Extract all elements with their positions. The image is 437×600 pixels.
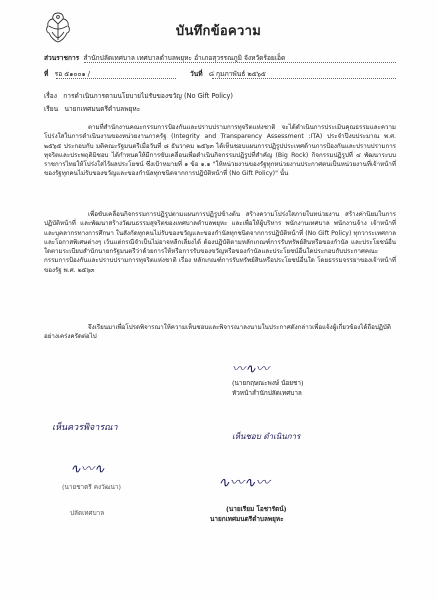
subject-label: เรื่อง bbox=[44, 92, 57, 100]
to-row bbox=[44, 105, 140, 113]
body-paragraph-1: ตามที่สำนักงานคณะกรรมการป้องกันและปราบปรามการทุจริตแห่งชาติ จะได้ดำเนินการประเมินคุณธรรมและความโปร่งใสในการดำเนินงานของหน่วยงานภาครัฐ (Integrity and Transparency Assessment :ITA) ประจำปีงบประมาณ พ.ศ. ๒๕๖๕ ประกอบกับ มติคณะรัฐมนตรีเมื่อวันที่ ๘ ธันวาคม ๒๕๖๓ ได้เห็นชอบแผนการปฏิรูปประเทศด้านการป้องกันและปราบปรามการทุจริตและประพฤติมิชอบ ได้กำหนดให้มีการขับเคลื่อนเพื่อดำเนินกิจกรรมปฏิรูปที่สำคัญ (Big Rock) กิจกรรมปฏิรูปที่ ๔ พัฒนาระบบราชการไทยให้โปร่งใสไร้ผลประโยชน์ ซึ่งเป้าหมายที่ ๑ ข้อ ๑.๑ "ให้หน่วยงานของรัฐทุกหน่วยงานประกาศตนเป็นหน่วยงานที่เจ้าหน้าที่ของรัฐทุกคนไม่รับของขวัญและของกำนัลทุกชนิดจากการปฏิบัติหน้าที่ (No Gift Policy)" นั้น bbox=[44, 124, 396, 178]
deputy-position: ปลัดเทศบาล bbox=[70, 509, 105, 517]
handwritten-note-right: เห็นชอบ ดำเนินการ bbox=[232, 432, 301, 441]
body-paragraph-2: เพื่อขับเคลื่อนกิจกรรมการปฏิรูปตามแผนการปฏิรูปข้างต้น สร้างความโปร่งใสภายในหน่วยงาน สร้างค่านิยมในการปฏิบัติหน้าที่ และพัฒนาสร้างวัฒนธรรมสุจริตของเทศบาลตำบลพยุหะ และเพื่อให้ผู้บริหาร พนักงานเทศบาล พนักงานจ้าง เจ้าหน้าที่ และบุคลากรทางการศึกษา ในสังกัดทุกคนไม่รับของขวัญและของกำนัลทุกชนิดจากการปฏิบัติหน้าที่ (No Gift Policy) ทุกวาระเทศกาลและโอกาสพิเศษต่างๆ เว้นแต่กรณีจำเป็นไม่อาจหลีกเลี่ยงได้ ต้องปฏิบัติตามหลักเกณฑ์การรับทรัพย์สินหรือของกำนัล และประโยชน์อื่นใดตามระเบียบสำนักนายกรัฐมนตรีว่าด้วยการให้หรือการรับของขวัญหรือของกำนัลและประโยชน์อื่นใดประกอบกับประกาศคณะกรรมการป้องกันและปราบปรามการทุจริตแห่งชาติ เรื่อง หลักเกณฑ์การรับทรัพย์สินหรือประโยชน์อื่นใด โดยธรรมจรรยาของเจ้าหน้าที่ของรัฐ พ.ศ. ๒๕๖๓ bbox=[44, 211, 396, 274]
signature-scribble-1: 〰∿〰 bbox=[232, 362, 269, 377]
body-paragraph-3: จึงเรียนมาเพื่อโปรดพิจารณาให้ความเห็นชอบและพิจารณาลงนามในประกาศดังกล่าวเพื่อแจ้งผู้เกี่ยวข้องได้ถือปฏิบัติอย่างเคร่งครัดต่อไป bbox=[44, 324, 391, 341]
date-row bbox=[190, 70, 266, 78]
ref-label: ที่ bbox=[44, 70, 49, 78]
agency-label: ส่วนราชการ bbox=[44, 54, 80, 62]
subject-row bbox=[44, 92, 233, 100]
to-label: เรียน bbox=[44, 105, 59, 113]
agency-dotted-line bbox=[84, 62, 396, 63]
date-label: วันที่ bbox=[190, 70, 203, 78]
handwritten-note-left: เห็นควรพิจารณา bbox=[52, 423, 118, 433]
date-dotted-line bbox=[212, 78, 396, 79]
deputy-name: (นายชาตรี คงวัฒนา) bbox=[62, 483, 121, 491]
subject-value: การดำเนินการตามนโยบายไม่รับของขวัญ (No Gift Policy) bbox=[63, 92, 234, 100]
signature-scribble-2: ∿〰∿ bbox=[70, 462, 105, 477]
date-value: ๘ กุมภาพันธ์ ๒๕๖๕ bbox=[208, 70, 266, 78]
signer-name: (นายกฤษณะพงษ์ น้อยชา) bbox=[232, 379, 304, 387]
signer-position: หัวหน้าสำนักปลัดเทศบาล bbox=[232, 389, 302, 397]
to-value: นายกเทศมนตรีตำบลพยุหะ bbox=[64, 105, 141, 113]
mayor-signature: ∿〰∿〰 bbox=[218, 475, 270, 491]
agency-row bbox=[44, 54, 285, 62]
ref-row bbox=[44, 70, 90, 78]
agency-value: สำนักปลัดเทศบาล เทศบาลตำบลพยุหะ อำเภอสุวรรณภูมิ จังหวัดร้อยเอ็ด bbox=[83, 54, 286, 62]
mayor-name: (นายเรียม โอชารัตน์) bbox=[226, 505, 287, 513]
mayor-position: นายกเทศมนตรีตำบลพยุหะ bbox=[210, 515, 284, 523]
memo-title: บันทึกข้อความ bbox=[175, 24, 262, 39]
ref-dotted-line bbox=[56, 78, 176, 79]
ref-value: รอ ๕๑๐๐๑ / bbox=[54, 70, 90, 78]
